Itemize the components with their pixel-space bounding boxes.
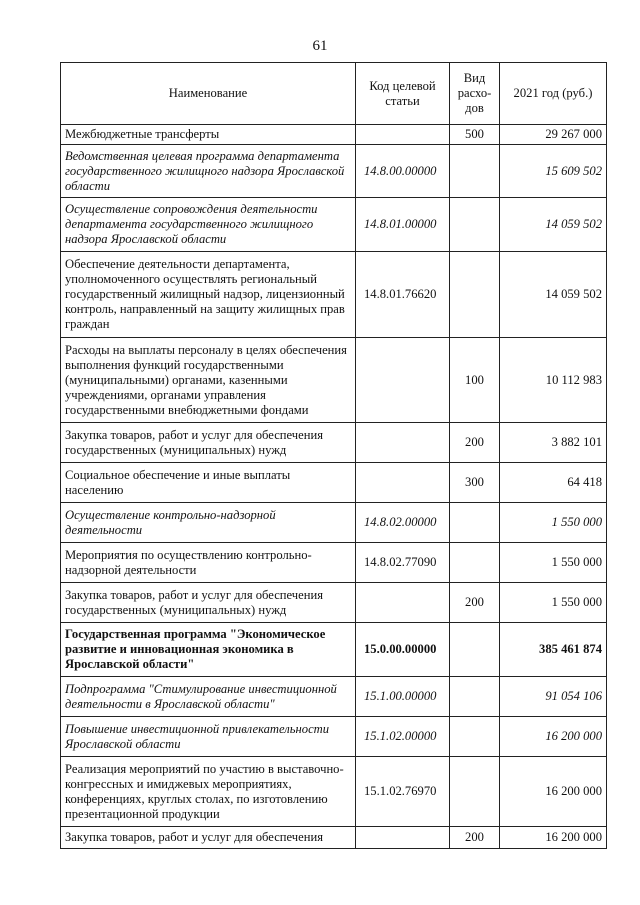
row-amount-cell: 3 882 101 <box>500 423 607 463</box>
row-name-cell: Закупка товаров, работ и услуг для обеспечения <box>61 827 356 849</box>
row-amount-cell: 16 200 000 <box>500 827 607 849</box>
row-name-cell: Осуществление контрольно-надзорной деятельности <box>61 503 356 543</box>
table-row <box>61 623 607 677</box>
row-name-cell: Реализация мероприятий по участию в выставочно-конгрессных и имиджевых мероприятиях, конференциях, круглых столах, по изготовлению презентационной продукции <box>61 757 356 827</box>
row-code-cell: 14.8.02.77090 <box>356 543 450 583</box>
table-row <box>61 338 607 423</box>
page-number: 61 <box>312 38 328 54</box>
row-name-cell: Повышение инвестиционной привлекательности Ярославской области <box>61 717 356 757</box>
row-expense-type-cell: 100 <box>450 338 500 423</box>
row-name-cell: Подпрограмма "Стимулирование инвестиционной деятельности в Ярославской области" <box>61 677 356 717</box>
row-code-cell: 14.8.01.76620 <box>356 252 450 338</box>
row-code-cell: 15.1.02.00000 <box>356 717 450 757</box>
row-code-cell: 15.1.00.00000 <box>356 677 450 717</box>
row-amount-cell: 10 112 983 <box>500 338 607 423</box>
budget-table <box>60 62 607 849</box>
table-row <box>61 543 607 583</box>
row-amount-cell: 14 059 502 <box>500 198 607 252</box>
row-expense-type-cell: 500 <box>450 125 500 145</box>
row-name-cell: Межбюджетные трансферты <box>61 125 356 145</box>
row-amount-cell: 64 418 <box>500 463 607 503</box>
header-name: Наименование <box>61 63 356 125</box>
header-amount-2021: 2021 год (руб.) <box>500 63 607 125</box>
table-row <box>61 423 607 463</box>
row-expense-type-cell <box>450 757 500 827</box>
table-row <box>61 503 607 543</box>
row-expense-type-cell <box>450 543 500 583</box>
row-name-cell: Обеспечение деятельности департамента, уполномоченного осуществлять региональный государственный жилищный надзор, лицензионный контроль, направленный на защиту жилищных прав граждан <box>61 252 356 338</box>
table-row <box>61 198 607 252</box>
row-code-cell <box>356 423 450 463</box>
row-code-cell: 14.8.02.00000 <box>356 503 450 543</box>
row-amount-cell: 1 550 000 <box>500 543 607 583</box>
table-row <box>61 827 607 849</box>
row-expense-type-cell: 200 <box>450 827 500 849</box>
header-expense-type: Вид расхо-дов <box>450 63 500 125</box>
table-header-row <box>61 63 607 125</box>
row-expense-type-cell: 300 <box>450 463 500 503</box>
row-name-cell: Государственная программа "Экономическое развитие и инновационная экономика в Ярославской области" <box>61 623 356 677</box>
row-name-cell: Мероприятия по осуществлению контрольно-надзорной деятельности <box>61 543 356 583</box>
row-name-cell: Закупка товаров, работ и услуг для обеспечения государственных (муниципальных) нужд <box>61 423 356 463</box>
row-code-cell: 14.8.00.00000 <box>356 145 450 198</box>
row-amount-cell: 1 550 000 <box>500 583 607 623</box>
row-name-cell: Осуществление сопровождения деятельности департамента государственного жилищного надзора Ярославской области <box>61 198 356 252</box>
row-code-cell: 15.1.02.76970 <box>356 757 450 827</box>
row-code-cell <box>356 125 450 145</box>
row-amount-cell: 16 200 000 <box>500 717 607 757</box>
row-expense-type-cell <box>450 623 500 677</box>
row-expense-type-cell <box>450 145 500 198</box>
table-row <box>61 757 607 827</box>
row-code-cell <box>356 827 450 849</box>
row-expense-type-cell <box>450 503 500 543</box>
row-amount-cell: 1 550 000 <box>500 503 607 543</box>
row-amount-cell: 16 200 000 <box>500 757 607 827</box>
row-amount-cell: 385 461 874 <box>500 623 607 677</box>
row-name-cell: Закупка товаров, работ и услуг для обеспечения государственных (муниципальных) нужд <box>61 583 356 623</box>
table-row <box>61 145 607 198</box>
row-expense-type-cell <box>450 198 500 252</box>
table-row <box>61 463 607 503</box>
row-code-cell <box>356 338 450 423</box>
table-row <box>61 677 607 717</box>
row-name-cell: Ведомственная целевая программа департамента государственного жилищного надзора Ярославской области <box>61 145 356 198</box>
row-amount-cell: 15 609 502 <box>500 145 607 198</box>
table-row <box>61 252 607 338</box>
row-amount-cell: 91 054 106 <box>500 677 607 717</box>
row-expense-type-cell: 200 <box>450 583 500 623</box>
table-row <box>61 125 607 145</box>
row-code-cell: 15.0.00.00000 <box>356 623 450 677</box>
row-name-cell: Социальное обеспечение и иные выплаты населению <box>61 463 356 503</box>
row-expense-type-cell <box>450 677 500 717</box>
row-expense-type-cell: 200 <box>450 423 500 463</box>
row-code-cell: 14.8.01.00000 <box>356 198 450 252</box>
row-amount-cell: 29 267 000 <box>500 125 607 145</box>
row-name-cell: Расходы на выплаты персоналу в целях обеспечения выполнения функций государственными (муниципальными) органами, казенными учреждениями, органами управления государственными внебюджетными фондами <box>61 338 356 423</box>
table-row <box>61 583 607 623</box>
row-code-cell <box>356 463 450 503</box>
row-amount-cell: 14 059 502 <box>500 252 607 338</box>
header-code: Код целевой статьи <box>356 63 450 125</box>
table-row <box>61 717 607 757</box>
row-expense-type-cell <box>450 252 500 338</box>
row-expense-type-cell <box>450 717 500 757</box>
row-code-cell <box>356 583 450 623</box>
